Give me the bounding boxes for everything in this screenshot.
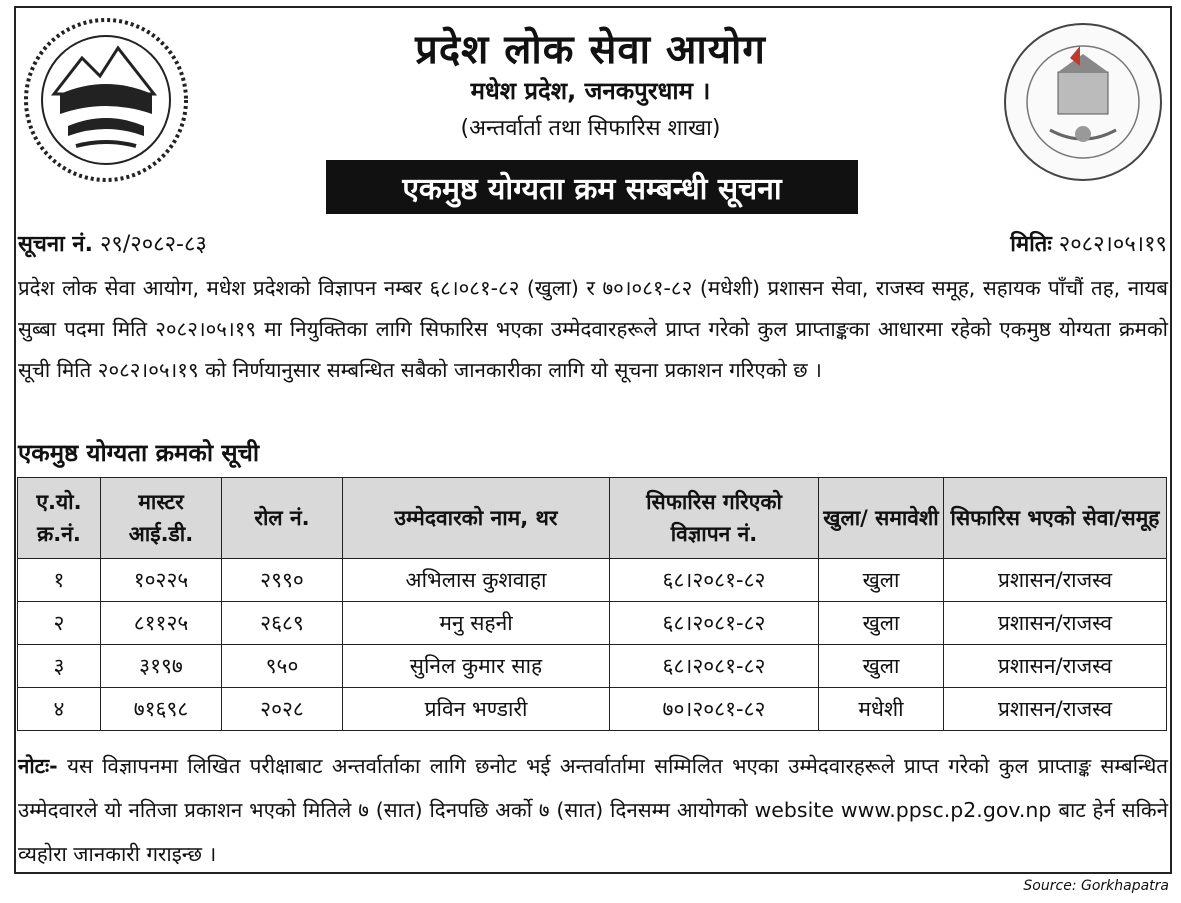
cell-serial: १ — [18, 559, 101, 602]
notice-body: प्रदेश लोक सेवा आयोग, मधेश प्रदेशको विज्ञापन नम्बर ६८।०८१-८२ (खुला) र ७०।०८१-८२ (मधेशी) प्रशासन सेवा, राजस्व समूह, सहायक पाँचौं तह, नायब सुब्बा पदमा मिति २०८२।०५।१९ मा नियुक्तिका लागि सिफारिस भएका उम्मेदवारहरूले प्राप्त गरेको कुल प्राप्ताङ्कका आधारमा रहेको एकमुष्ठ योग्यता क्रमको सूची मिति २०८२।०५।१९ को निर्णयानुसार सम्बन्धित सबैको जानकारीका लागि यो सूचना प्रकाशन गरिएको छ । — [18, 276, 1168, 382]
notice-banner: एकमुष्ठ योग्यता क्रम सम्बन्धी सूचना — [326, 160, 858, 214]
list-title: एकमुष्ठ योग्यता क्रमको सूची — [18, 439, 260, 467]
cell-advertisement: ६८।२०८१-८२ — [610, 559, 819, 602]
note-text: यस विज्ञापनमा लिखित परीक्षाबाट अन्तर्वार्ताका लागि छनोट भई अन्तर्वार्तामा सम्मिलित भएका उम्मेदवारहरूले प्राप्त गरेको कुल प्राप्ताङ्क सम्बन्धित उम्मेदवारले यो नतिजा प्रकाशन भएको मितिले ७ (सात) दिनपछि अर्को ७ (सात) दिनसम्म आयोगको website www.ppsc.p2.gov.np बाट हेर्न सकिने व्यहोरा जानकारी गराइन्छ । — [18, 754, 1168, 866]
cell-service: प्रशासन/राजस्व — [944, 602, 1167, 645]
merit-list-table — [17, 477, 1167, 731]
cell-serial: ३ — [18, 645, 101, 688]
notice-number-label: सूचना नं. — [18, 232, 93, 257]
cell-roll: २०२८ — [222, 688, 343, 731]
cell-serial: २ — [18, 602, 101, 645]
cell-service: प्रशासन/राजस्व — [944, 645, 1167, 688]
cell-master-id: १०२२५ — [101, 559, 222, 602]
cell-master-id: ७१६९८ — [101, 688, 222, 731]
note-paragraph — [18, 744, 1168, 876]
source-credit: Source: Gorkhapatra — [1023, 878, 1169, 894]
cell-name: प्रविन भण्डारी — [343, 688, 610, 731]
notice-date-value: २०८२।०५।१९ — [1058, 232, 1167, 257]
notice-date-label: मितिः — [1010, 232, 1052, 257]
cell-category: खुला — [819, 602, 944, 645]
cell-service: प्रशासन/राजस्व — [944, 559, 1167, 602]
notice-number — [18, 228, 207, 258]
cell-serial: ४ — [18, 688, 101, 731]
cell-master-id: ८११२५ — [101, 602, 222, 645]
cell-category: खुला — [819, 645, 944, 688]
cell-roll: २६८९ — [222, 602, 343, 645]
cell-name: सुनिल कुमार साह — [343, 645, 610, 688]
cell-master-id: ३१९७ — [101, 645, 222, 688]
section-name: (अन्तर्वार्ता तथा सिफारिस शाखा) — [460, 116, 721, 141]
note-label: नोटः- — [18, 754, 58, 778]
col-header-roll: रोल नं. — [222, 478, 343, 559]
table-row — [18, 688, 1167, 731]
col-header-category: खुला/ समावेशी — [819, 478, 944, 559]
table-row — [18, 602, 1167, 645]
table-row — [18, 559, 1167, 602]
col-header-serial: ए.यो. क्र.नं. — [18, 478, 101, 559]
cell-advertisement: ६८।२०८१-८२ — [610, 645, 819, 688]
province-subtitle: मधेश प्रदेश, जनकपुरधाम । — [470, 77, 711, 105]
col-header-service: सिफारिस भएको सेवा/समूह — [944, 478, 1167, 559]
cell-advertisement: ७०।२०८१-८२ — [610, 688, 819, 731]
cell-name: अभिलास कुशवाहा — [343, 559, 610, 602]
col-header-master-id: मास्टर आई.डी. — [101, 478, 222, 559]
cell-category: मधेशी — [819, 688, 944, 731]
table-header-row — [18, 478, 1167, 559]
col-header-advertisement: सिफारिस गरिएको विज्ञापन नं. — [610, 478, 819, 559]
notice-number-value: २९/२०८२-८३ — [99, 232, 207, 257]
commission-title: प्रदेश लोक सेवा आयोग — [415, 27, 766, 73]
cell-advertisement: ६८।२०८१-८२ — [610, 602, 819, 645]
cell-category: खुला — [819, 559, 944, 602]
cell-service: प्रशासन/राजस्व — [944, 688, 1167, 731]
cell-roll: ९५० — [222, 645, 343, 688]
cell-name: मनु सहनी — [343, 602, 610, 645]
cell-roll: २९९० — [222, 559, 343, 602]
notice-date — [1010, 228, 1167, 258]
table-row — [18, 645, 1167, 688]
col-header-name: उम्मेदवारको नाम, थर — [343, 478, 610, 559]
